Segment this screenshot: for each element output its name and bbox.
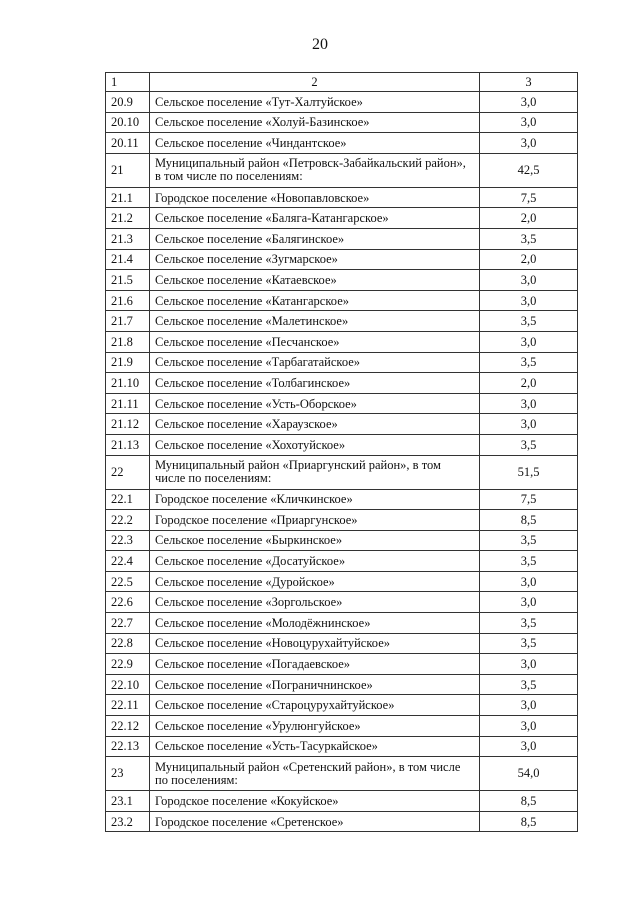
- row-value: 3,0: [480, 393, 578, 414]
- row-number: 21.6: [106, 290, 150, 311]
- row-value: 2,0: [480, 249, 578, 270]
- table-row: [106, 695, 578, 716]
- row-value: 3,5: [480, 633, 578, 654]
- table-row: [106, 331, 578, 352]
- row-number: 22.2: [106, 510, 150, 531]
- row-value: 8,5: [480, 791, 578, 812]
- row-name: Сельское поселение «Катаевское»: [150, 270, 480, 291]
- table-row: [106, 654, 578, 675]
- row-value: 3,5: [480, 551, 578, 572]
- row-name: Сельское поселение «Молодёжнинское»: [150, 613, 480, 634]
- table-row: [106, 133, 578, 154]
- row-name: Сельское поселение «Хараузское»: [150, 414, 480, 435]
- row-name: Сельское поселение «Песчанское»: [150, 331, 480, 352]
- row-value: 3,0: [480, 414, 578, 435]
- row-number: 22.7: [106, 613, 150, 634]
- row-number: 21.4: [106, 249, 150, 270]
- row-value: 3,5: [480, 674, 578, 695]
- row-name: Сельское поселение «Балягинское»: [150, 228, 480, 249]
- row-value: 3,0: [480, 270, 578, 291]
- row-name: Муниципальный район «Приаргунский район», в том числе по поселениям:: [150, 455, 480, 489]
- row-name: Сельское поселение «Тут-Халтуйское»: [150, 92, 480, 113]
- table-row: [106, 290, 578, 311]
- table-row: [106, 530, 578, 551]
- table-row: [106, 592, 578, 613]
- row-name: Сельское поселение «Баляга-Катангарское»: [150, 208, 480, 229]
- row-number: 21.8: [106, 331, 150, 352]
- row-number: 23.1: [106, 791, 150, 812]
- table-row: [106, 633, 578, 654]
- row-value: 7,5: [480, 489, 578, 510]
- row-number: 21.2: [106, 208, 150, 229]
- row-number: 20.9: [106, 92, 150, 113]
- row-value: 51,5: [480, 455, 578, 489]
- row-number: 21.9: [106, 352, 150, 373]
- row-number: 21.10: [106, 373, 150, 394]
- row-value: 3,0: [480, 92, 578, 113]
- row-number: 21.11: [106, 393, 150, 414]
- table-row: [106, 373, 578, 394]
- row-name: Сельское поселение «Погадаевское»: [150, 654, 480, 675]
- table-row: [106, 757, 578, 791]
- row-number: 22.10: [106, 674, 150, 695]
- row-number: 21.7: [106, 311, 150, 332]
- table-row: [106, 455, 578, 489]
- row-value: 3,5: [480, 352, 578, 373]
- row-number: 23: [106, 757, 150, 791]
- row-value: 3,0: [480, 331, 578, 352]
- table-row: [106, 153, 578, 187]
- table-row: [106, 92, 578, 113]
- row-number: 22.13: [106, 736, 150, 757]
- table-row: [106, 510, 578, 531]
- table-row: [106, 228, 578, 249]
- row-name: Сельское поселение «Тарбагатайское»: [150, 352, 480, 373]
- row-name: Сельское поселение «Чиндантское»: [150, 133, 480, 154]
- table-row: [106, 434, 578, 455]
- table-row: [106, 270, 578, 291]
- table-body: [106, 73, 578, 832]
- row-number: 20.10: [106, 112, 150, 133]
- row-value: 3,5: [480, 311, 578, 332]
- row-name: Сельское поселение «Новоцурухайтуйское»: [150, 633, 480, 654]
- row-value: 3,0: [480, 695, 578, 716]
- row-number: 21.3: [106, 228, 150, 249]
- row-number: 22.5: [106, 571, 150, 592]
- row-name: Сельское поселение «Малетинское»: [150, 311, 480, 332]
- row-name: Городское поселение «Кличкинское»: [150, 489, 480, 510]
- row-number: 22: [106, 455, 150, 489]
- table-row: [106, 736, 578, 757]
- table-row: [106, 249, 578, 270]
- row-number: 22.1: [106, 489, 150, 510]
- header-col-2: 2: [150, 73, 480, 92]
- row-name: Сельское поселение «Усть-Оборское»: [150, 393, 480, 414]
- row-name: Городское поселение «Сретенское»: [150, 811, 480, 832]
- row-value: 3,5: [480, 613, 578, 634]
- row-name: Сельское поселение «Урулюнгуйское»: [150, 716, 480, 737]
- row-name: Сельское поселение «Пограничнинское»: [150, 674, 480, 695]
- row-number: 21.5: [106, 270, 150, 291]
- table-row: [106, 791, 578, 812]
- table-row: [106, 311, 578, 332]
- page-number: 20: [312, 36, 328, 53]
- row-value: 3,0: [480, 654, 578, 675]
- table-row: [106, 716, 578, 737]
- row-number: 22.3: [106, 530, 150, 551]
- row-value: 3,0: [480, 716, 578, 737]
- row-value: 8,5: [480, 811, 578, 832]
- row-value: 3,0: [480, 592, 578, 613]
- table-header-row: [106, 73, 578, 92]
- row-value: 2,0: [480, 208, 578, 229]
- row-value: 2,0: [480, 373, 578, 394]
- row-value: 3,5: [480, 530, 578, 551]
- row-name: Сельское поселение «Зугмарское»: [150, 249, 480, 270]
- row-value: 42,5: [480, 153, 578, 187]
- table-row: [106, 489, 578, 510]
- table-row: [106, 571, 578, 592]
- row-name: Муниципальный район «Сретенский район», в том числе по поселениям:: [150, 757, 480, 791]
- row-value: 3,5: [480, 434, 578, 455]
- row-number: 22.8: [106, 633, 150, 654]
- row-name: Сельское поселение «Хохотуйское»: [150, 434, 480, 455]
- row-value: 3,0: [480, 133, 578, 154]
- row-name: Городское поселение «Кокуйское»: [150, 791, 480, 812]
- row-number: 22.4: [106, 551, 150, 572]
- row-number: 21: [106, 153, 150, 187]
- row-number: 20.11: [106, 133, 150, 154]
- table-row: [106, 414, 578, 435]
- row-value: 8,5: [480, 510, 578, 531]
- row-value: 3,0: [480, 290, 578, 311]
- row-name: Городское поселение «Приаргунское»: [150, 510, 480, 531]
- row-value: 3,5: [480, 228, 578, 249]
- row-name: Сельское поселение «Зоргольское»: [150, 592, 480, 613]
- table-row: [106, 811, 578, 832]
- row-name: Городское поселение «Новопавловское»: [150, 187, 480, 208]
- row-name: Муниципальный район «Петровск-Забайкальский район», в том числе по поселениям:: [150, 153, 480, 187]
- row-name: Сельское поселение «Быркинское»: [150, 530, 480, 551]
- row-number: 23.2: [106, 811, 150, 832]
- row-value: 3,0: [480, 571, 578, 592]
- table-row: [106, 352, 578, 373]
- row-value: 3,0: [480, 112, 578, 133]
- row-number: 21.13: [106, 434, 150, 455]
- row-name: Сельское поселение «Дуройское»: [150, 571, 480, 592]
- row-value: 7,5: [480, 187, 578, 208]
- row-name: Сельское поселение «Холуй-Базинское»: [150, 112, 480, 133]
- row-number: 22.11: [106, 695, 150, 716]
- row-name: Сельское поселение «Толбагинское»: [150, 373, 480, 394]
- settlements-table: [105, 72, 578, 832]
- table-row: [106, 208, 578, 229]
- row-number: 21.1: [106, 187, 150, 208]
- row-value: 3,0: [480, 736, 578, 757]
- table-row: [106, 393, 578, 414]
- header-col-1: 1: [106, 73, 150, 92]
- row-number: 21.12: [106, 414, 150, 435]
- header-col-3: 3: [480, 73, 578, 92]
- table-row: [106, 674, 578, 695]
- table-row: [106, 112, 578, 133]
- row-value: 54,0: [480, 757, 578, 791]
- table-row: [106, 551, 578, 572]
- row-number: 22.12: [106, 716, 150, 737]
- row-name: Сельское поселение «Досатуйское»: [150, 551, 480, 572]
- row-number: 22.9: [106, 654, 150, 675]
- row-number: 22.6: [106, 592, 150, 613]
- row-name: Сельское поселение «Катангарское»: [150, 290, 480, 311]
- table-row: [106, 613, 578, 634]
- row-name: Сельское поселение «Усть-Тасуркайское»: [150, 736, 480, 757]
- table-row: [106, 187, 578, 208]
- row-name: Сельское поселение «Староцурухайтуйское»: [150, 695, 480, 716]
